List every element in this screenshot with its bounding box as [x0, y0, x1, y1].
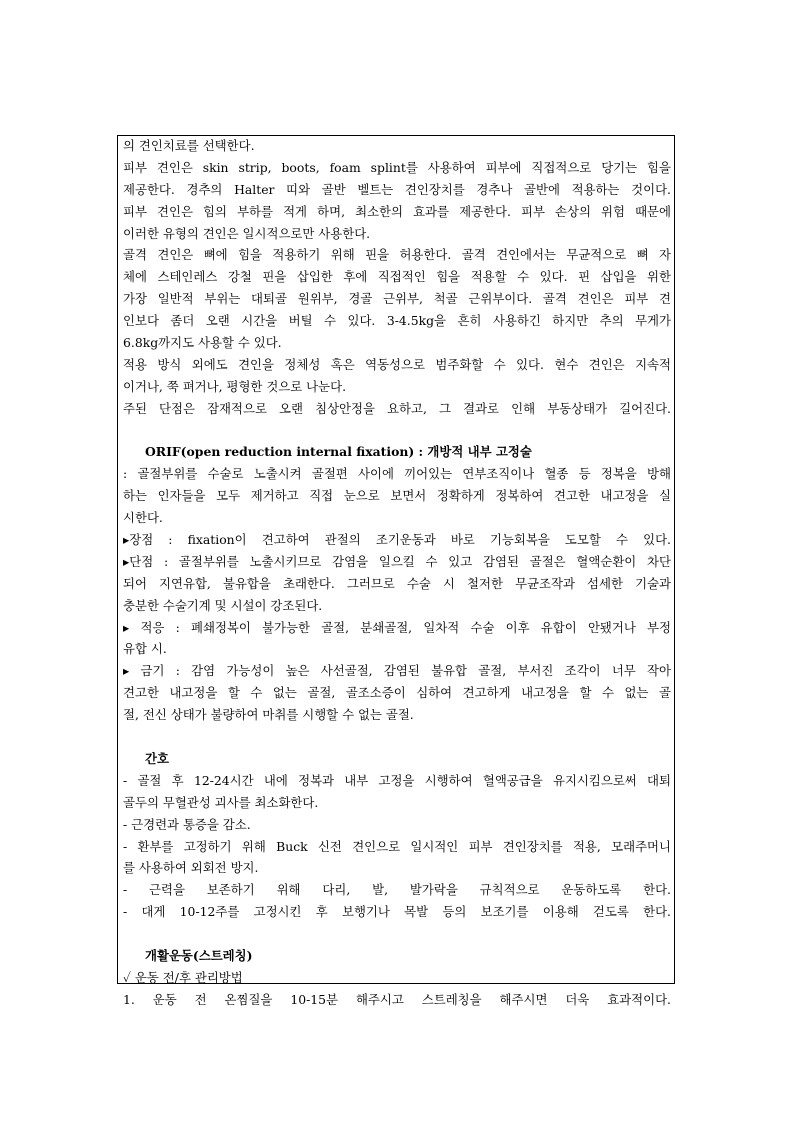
text-line: ▸ 적응 : 폐쇄정복이 불가능한 골절, 분쇄골절, 일차적 수술 이후 유합이 안됐거나 부정	[123, 619, 671, 635]
text-line: 견고한 내고정을 할 수 없는 골절, 골조소증이 심하여 견고하게 내고정을 할 수 없는 골	[123, 685, 671, 701]
text-line: ✓ 운동 전/후 관리방법	[123, 969, 243, 985]
section-heading-orif: ORIF(open reduction internal fixation) : 개방적 내부 고정술	[145, 444, 532, 460]
text-line: 피부 견인은 skin strip, boots, foam splint를 사용하여 피부에 직접적으로 당기는 힘을	[123, 159, 671, 175]
text-line: 유합 시.	[123, 641, 167, 657]
text-line: 절, 전신 상태가 불량하여 마취를 시행할 수 없는 골절.	[123, 707, 414, 723]
text-line: 를 사용하여 외회전 방지.	[123, 860, 259, 876]
text-line: ▸장점 : fixation이 견고하여 관절의 조기운동과 바로 기능회복을 도모할 수 있다.	[123, 532, 671, 548]
text-line: 골두의 무혈관성 괴사를 최소화한다.	[123, 794, 319, 810]
text-line: - 대게 10-12주를 고정시킨 후 보행기나 목발 등의 보조기를 이용해 걷도록 한다.	[123, 904, 671, 920]
section-heading-nursing: 간호	[145, 750, 169, 766]
text-line: 인보다 좀더 오랜 시간을 버틸 수 있다. 3-4.5kg을 흔히 사용하긴 하지만 추의 무게가	[123, 313, 671, 329]
text-line: - 근력을 보존하기 위해 다리, 발, 발가락을 규칙적으로 운동하도록 한다.	[123, 882, 671, 898]
section-heading-exercise: 개활운동(스트레칭)	[145, 947, 253, 963]
text-line: 하는 인자들을 모두 제거하고 직접 눈으로 보면서 정확하게 정복하여 견고한 내고정을 실	[123, 488, 671, 504]
text-line: 골격 견인은 뼈에 힘을 적용하기 위해 핀을 허용한다. 골격 견인에서는 무균적으로 뼈 자	[123, 247, 671, 263]
text-line: 충분한 수술기계 및 시설이 강조된다.	[123, 597, 323, 613]
text-line: 되어 지연유합, 불유합을 초래한다. 그러므로 수술 시 철저한 무균조작과 섬세한 기술과	[123, 575, 671, 591]
text-line: - 근경련과 통증을 감소.	[123, 816, 251, 832]
document-body	[123, 135, 671, 1011]
text-line: ▸ 금기 : 감염 가능성이 높은 사선골절, 감염된 불유합 골절, 부서진 조각이 너무 작아	[123, 663, 671, 679]
text-line: - 환부를 고정하기 위해 Buck 신전 견인으로 일시적인 피부 견인장치를 적용, 모래주머니	[123, 838, 671, 854]
text-line: 이거나, 쭉 펴거나, 평형한 것으로 나눈다.	[123, 378, 347, 394]
text-line: 피부 견인은 힘의 부하를 적게 하며, 최소한의 효과를 제공한다. 피부 손상의 위험 때문에	[123, 203, 671, 219]
text-line: - 골절 후 12-24시간 내에 정복과 내부 고정을 시행하여 혈액공급을 유지시킴으로써 대퇴	[123, 772, 671, 788]
text-line: 의 견인치료를 선택한다.	[123, 138, 255, 153]
blank-line	[123, 923, 671, 945]
text-line: ▸단점 : 골절부위를 노출시키므로 감염을 일으킬 수 있고 감염된 골절은 혈액순환이 차단	[123, 553, 671, 569]
blank-line	[123, 726, 671, 748]
text-line: 이러한 유형의 견인은 일시적으로만 사용한다.	[123, 225, 371, 241]
text-line: 제공한다. 경추의 Halter 띠와 골반 벨트는 견인장치를 경추나 골반에 적용하는 것이다.	[123, 181, 671, 197]
text-line: 6.8kg까지도 사용할 수 있다.	[123, 335, 282, 351]
text-line: 가장 일반적 부위는 대퇴골 원위부, 경골 근위부, 척골 근위부이다. 골격 견인은 피부 견	[123, 291, 671, 307]
text-line: 시한다.	[123, 510, 163, 526]
text-line: 주된 단점은 잠재적으로 오랜 침상안정을 요하고, 그 결과로 인해 부동상태가 길어진다.	[123, 400, 671, 416]
text-line: 체에 스테인레스 강철 핀을 삽입한 후에 직접적인 힘을 적용할 수 있다. 핀 삽입을 위한	[123, 269, 671, 285]
text-line: : 골절부위를 수술로 노출시켜 골절편 사이에 끼어있는 연부조직이나 혈종 등 정복을 방해	[123, 466, 671, 482]
blank-line	[123, 420, 671, 442]
text-line: 적용 방식 외에도 견인을 정체성 혹은 역동성으로 범주화할 수 있다. 현수 견인은 지속적	[123, 356, 671, 372]
text-line: 1. 운동 전 온찜질을 10-15분 해주시고 스트레칭을 해주시면 더욱 효과적이다.	[123, 991, 671, 1007]
